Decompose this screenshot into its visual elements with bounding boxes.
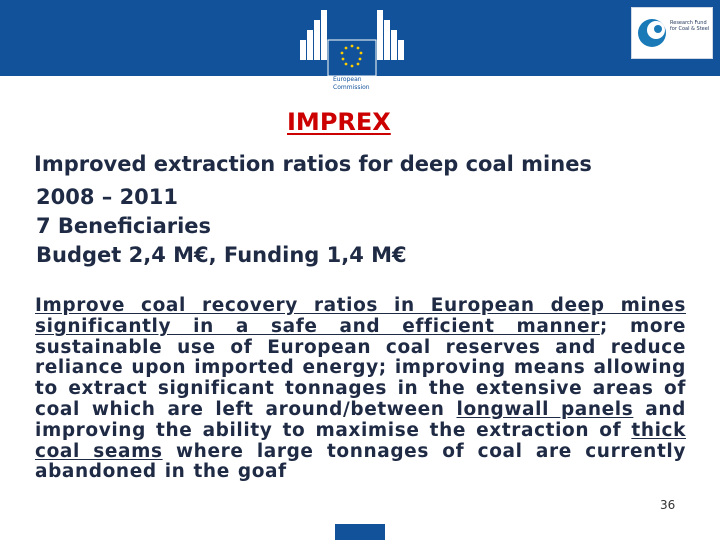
slide-title: IMPREX [287,108,391,136]
slide-subtitle: Improved extraction ratios for deep coal mines [34,152,592,176]
description-part: where large tonnages of coal are currently abandoned in the goaf [35,440,686,483]
description-longwall-panels: longwall panels [456,398,634,420]
project-facts [36,183,407,270]
header-bar [0,0,720,91]
description-objective: Improve coal recovery ratios in European deep mines significantly in a safe and efficient manner [35,295,686,337]
rfcs-logo-label: Research Fund for Coal & Steel [670,20,710,32]
description-thick-coal-seams: thick coal seams [35,419,686,462]
page-number: 36 [660,498,676,512]
fact-budget: Budget 2,4 M€, Funding 1,4 M€ [36,243,407,267]
rfcs-logo [631,7,713,59]
ec-logo-label: European Commission [333,76,370,91]
fact-beneficiaries: 7 Beneficiaries [36,214,212,238]
european-commission-logo [300,0,410,100]
fact-duration: 2008 – 2011 [36,185,179,209]
description-part: and improving the ability to maximise the extraction of [35,398,686,441]
project-description [35,296,686,483]
description-part: ; more sustainable use of European coal reserves and reduce reliance upon imported energy; improving means allowing to extract significant tonnages in the extensive areas of coal which are left around/between [35,315,687,420]
footer-flag-bar [335,524,385,540]
